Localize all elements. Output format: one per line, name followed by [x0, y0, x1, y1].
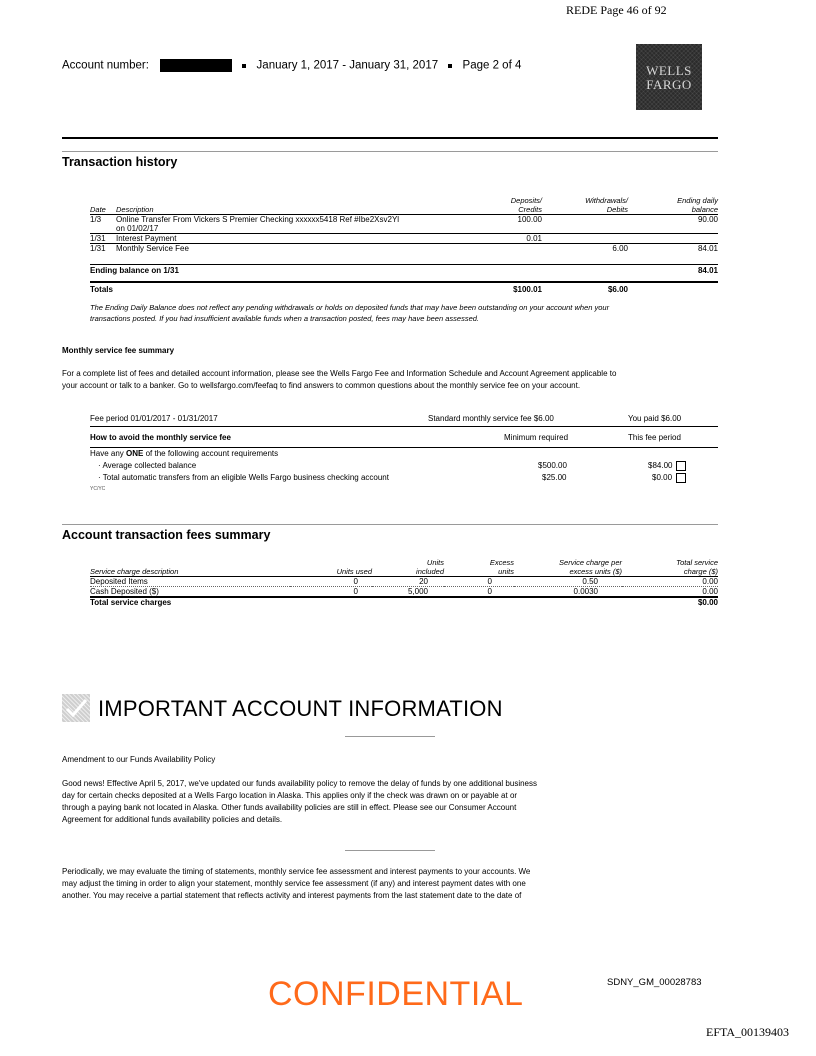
row-date: 1/31 — [90, 244, 116, 254]
requirement-row: · Average collected balance $500.00 $84.00 — [90, 461, 718, 473]
units-used-header: Units used — [336, 567, 372, 576]
fee-summary-title: Monthly service fee summary — [62, 346, 175, 355]
deposits-header: Deposits/ — [510, 196, 542, 205]
description-header: Description — [116, 205, 154, 214]
row-debit — [542, 234, 628, 244]
statement-header — [62, 59, 521, 72]
fee-code: YC/YC — [90, 486, 106, 492]
ending-balance-label: Ending balance on 1/31 — [90, 266, 179, 275]
fee-used: 0 — [290, 587, 372, 598]
requirement-value: $84.00 — [648, 461, 673, 471]
row-description: Monthly Service Fee — [116, 244, 470, 254]
units-included-header-2: included — [416, 567, 444, 576]
requirement-checkbox — [676, 473, 686, 483]
logo-text-line1: WELLS — [646, 63, 692, 78]
fee-included: 20 — [372, 577, 444, 587]
requirement-row: · Total automatic transfers from an eligible Wells Fargo business checking account $25.00 $0.00 — [90, 473, 718, 485]
standard-fee: Standard monthly service fee $6.00 — [428, 414, 554, 423]
you-paid: You paid $6.00 — [628, 414, 682, 423]
fee-summary-intro: For a complete list of fees and detailed account information, please see the Wells Fargo Fee and Information Schedule and Account Agreement applicable to your account or talk to a banker. Go to wellsfargo.com/feefaq to find answers to common questions about the monthly service fee on your account. — [62, 369, 617, 390]
total-header-2: charge ($) — [683, 567, 718, 576]
how-to-avoid: How to avoid the monthly service fee — [90, 433, 231, 442]
divider — [345, 736, 435, 737]
row-balance — [628, 234, 718, 244]
table-row — [90, 577, 718, 587]
fee-included: 5,000 — [372, 587, 444, 598]
row-balance: 90.00 — [628, 215, 718, 234]
min-required-header: Minimum required — [504, 433, 569, 442]
rate-header-2: excess units ($) — [569, 567, 622, 576]
requirement-min: $500.00 — [538, 461, 567, 470]
row-balance: 84.01 — [628, 244, 718, 254]
withdrawals-header: Withdrawals/ — [585, 196, 628, 205]
important-title: IMPORTANT ACCOUNT INFORMATION — [98, 696, 503, 721]
balance-header-2: balance — [691, 205, 718, 214]
important-subhead: Amendment to our Funds Availability Policy — [62, 755, 216, 764]
this-period-header: This fee period — [628, 433, 681, 442]
fee-excess: 0 — [444, 587, 514, 598]
important-paragraph-2: Periodically, we may evaluate the timing of statements, monthly service fee assessment and interest payments to your accounts. We may adjust the timing in order to align your statement, monthly service fee assessment (if any) and interest payment dates with one another. You may receive a partial statement that reflects activity and interest payments from the last statement date to the date of — [62, 867, 531, 900]
table-row — [90, 587, 718, 598]
total-charges-label: Total service charges — [90, 597, 290, 607]
row-credit: 0.01 — [470, 234, 542, 244]
units-included-header: Units — [426, 558, 444, 567]
statement-period: January 1, 2017 - January 31, 2017 — [256, 59, 439, 72]
table-row — [90, 234, 718, 244]
row-date: 1/3 — [90, 215, 116, 234]
section-rule — [62, 151, 718, 152]
fee-rate: 0.50 — [514, 577, 622, 587]
excess-header: Excess — [489, 558, 514, 567]
transaction-header-row — [90, 196, 718, 205]
desc-header: Service charge description — [90, 567, 179, 576]
balance-header: Ending daily — [677, 196, 718, 205]
checkmark-icon — [62, 694, 90, 722]
header-rule — [62, 137, 718, 139]
fee-total: 0.00 — [622, 587, 718, 598]
efta-bates: EFTA_00139403 — [706, 1025, 790, 1039]
row-debit: 6.00 — [542, 244, 628, 254]
important-paragraph-1: Good news! Effective April 5, 2017, we've updated our funds availability policy to remove the delay of funds by one additional business day for certain checks deposited at a Wells Fargo location in Alaska. This applies only if the check was drawn on or payable at or through a paying bank not located in Alaska. Other funds availability policies are still in effect. Please see our Consumer Account Agreement for additional funds availability policies and details. — [62, 779, 538, 824]
fee-period: Fee period 01/01/2017 - 01/31/2017 — [90, 414, 218, 423]
transaction-table — [90, 196, 718, 253]
table-row — [90, 244, 718, 254]
total-header: Total service — [676, 558, 718, 567]
totals-credits: $100.01 — [513, 285, 542, 294]
page-indicator: Page 2 of 4 — [462, 59, 522, 72]
requirements-intro: Have any ONE of the following account requirements — [90, 449, 279, 458]
sdny-bates: SDNY_GM_00028783 — [607, 977, 702, 988]
fee-desc: Cash Deposited ($) — [90, 587, 290, 598]
date-header: Date — [90, 205, 106, 214]
fee-desc: Deposited Items — [90, 577, 290, 587]
requirement-value: $0.00 — [652, 473, 673, 483]
debits-header: Debits — [606, 205, 628, 214]
rate-header: Service charge per — [559, 558, 622, 567]
confidential-stamp: CONFIDENTIAL — [268, 975, 524, 1013]
row-description: Interest Payment — [116, 234, 470, 244]
requirement-checkbox — [676, 461, 686, 471]
txn-fees-title: Account transaction fees summary — [62, 528, 271, 542]
table-row — [90, 215, 718, 234]
separator-dot — [448, 64, 452, 68]
ending-balance-value: 84.01 — [697, 266, 718, 275]
excess-header-2: units — [498, 567, 514, 576]
ending-balance-row — [90, 264, 718, 276]
total-row — [90, 597, 718, 607]
transaction-history-title: Transaction history — [62, 155, 178, 169]
fee-period-row — [90, 412, 718, 492]
bates-page-number: REDE Page 46 of 92 — [566, 3, 667, 17]
logo-text-line2: FARGO — [646, 77, 692, 92]
row-credit: 100.00 — [470, 215, 542, 234]
requirement-label: Average collected balance — [102, 461, 197, 470]
section-rule — [62, 524, 718, 525]
txn-fees-table — [90, 558, 718, 607]
requirement-label: Total automatic transfers from an eligible Wells Fargo business checking account — [102, 473, 389, 482]
row-debit — [542, 215, 628, 234]
row-description: Online Transfer From Vickers S Premier Checking xxxxxx5418 Ref #Ibe2Xsv2Yl on 01/02/17 — [116, 215, 470, 234]
fee-excess: 0 — [444, 577, 514, 587]
totals-debits: $6.00 — [607, 285, 628, 294]
total-charges-value: $0.00 — [622, 597, 718, 607]
fee-rate: 0.0030 — [514, 587, 622, 598]
account-number-label: Account number: — [62, 59, 149, 72]
redacted-account-number — [160, 59, 232, 72]
row-date: 1/31 — [90, 234, 116, 244]
credits-header: Credits — [518, 205, 542, 214]
separator-dot — [242, 64, 246, 68]
ending-balance-note: The Ending Daily Balance does not reflect any pending withdrawals or holds on deposited funds that may have been outstanding on your account when your transactions posted. If you had insufficient available funds when a transaction posted, fees may have been assessed. — [90, 303, 610, 323]
wells-fargo-logo — [636, 44, 702, 110]
totals-label: Totals — [90, 285, 113, 294]
transaction-header-row — [90, 205, 718, 215]
requirement-min: $25.00 — [542, 473, 567, 482]
fee-used: 0 — [290, 577, 372, 587]
fee-total: 0.00 — [622, 577, 718, 587]
totals-row — [90, 281, 718, 295]
row-credit — [470, 244, 542, 254]
divider — [345, 850, 435, 851]
